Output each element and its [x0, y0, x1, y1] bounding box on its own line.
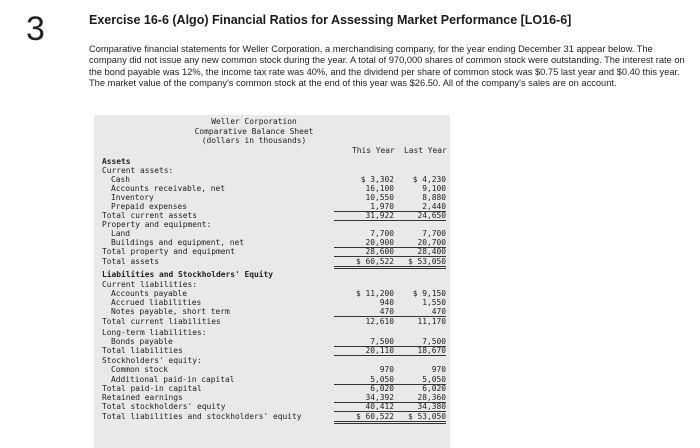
row-label: Total stockholders' equity — [102, 402, 226, 411]
statement-header — [184, 117, 324, 146]
last-year-value: 34,380 — [394, 402, 446, 412]
last-year-value: 28,400 — [394, 247, 446, 257]
company-name: Weller Corporation — [211, 117, 297, 126]
table-row — [94, 247, 450, 256]
table-row — [94, 307, 450, 316]
table-row — [94, 229, 450, 238]
row-label: Current liabilities: — [102, 280, 198, 289]
table-row — [94, 175, 450, 184]
table-row — [94, 289, 450, 298]
this-year-value: 470 — [334, 307, 394, 317]
exercise-title: Exercise 16-6 (Algo) Financial Ratios for Assessing Market Performance [LO16-6] — [89, 13, 572, 27]
table-row — [94, 280, 450, 289]
row-label: Cash — [111, 175, 131, 184]
row-label: Common stock — [111, 365, 169, 374]
table-row — [94, 356, 450, 365]
column-header-this-year: This Year — [352, 146, 395, 155]
last-year-value: 970 — [431, 365, 446, 374]
this-year-value: 6,020 — [370, 384, 394, 393]
last-year-value: 1,550 — [422, 298, 446, 307]
table-row — [94, 384, 450, 393]
statement-units: (dollars in thousands) — [201, 136, 307, 145]
table-row — [94, 184, 450, 193]
this-year-value: $ 60,522 — [334, 257, 394, 269]
table-row — [94, 238, 450, 247]
last-year-value: $ 53,050 — [394, 257, 446, 269]
last-year-value: $ 9,150 — [412, 289, 446, 298]
row-label: Bonds payable — [111, 337, 173, 346]
last-year-value: 5,050 — [394, 375, 446, 385]
row-label: Current assets: — [102, 166, 174, 175]
row-label: Total assets — [102, 257, 160, 266]
last-year-value: 11,170 — [417, 317, 446, 326]
row-label: Prepaid expenses — [111, 202, 188, 211]
table-row — [94, 337, 450, 346]
last-year-value: 18,670 — [394, 346, 446, 356]
row-label: Additional paid-in capital — [111, 375, 235, 384]
this-year-value: 10,550 — [365, 193, 394, 202]
row-label: Liabilities and Stockholders' Equity — [102, 270, 274, 279]
table-row — [94, 211, 450, 220]
this-year-value: 1,970 — [334, 202, 394, 212]
table-row — [94, 317, 450, 326]
balance-sheet-table — [94, 115, 450, 448]
row-label: Notes payable, short term — [111, 307, 230, 316]
row-label: Property and equipment: — [102, 220, 212, 229]
row-label: Buildings and equipment, net — [111, 238, 245, 247]
table-row — [94, 298, 450, 307]
this-year-value: 20,110 — [334, 346, 394, 356]
this-year-value: 7,500 — [334, 337, 394, 347]
row-label: Accounts payable — [111, 289, 188, 298]
this-year-value: $ 11,200 — [355, 289, 394, 298]
problem-description: Comparative financial statements for Weller Corporation, a merchandising company, for the year ending December 31 appear below. The company did not issue any new common stock during the year. A total of 970,000 shares of common stock were outstanding. The interest rate on the bond payable was 12%, the income tax rate was 40%, and the dividend per share of common stock was $0.75 last year and $0.40 this year. The market value of the company's common stock at the end of this year was $26.50. All of the company's sales are on account. — [89, 44, 685, 89]
row-label: Total current assets — [102, 211, 198, 220]
last-year-value: 20,700 — [394, 238, 446, 248]
row-label: Stockholders' equity: — [102, 356, 202, 365]
table-row — [94, 270, 450, 279]
last-year-value: 24,650 — [394, 211, 446, 221]
row-label: Assets — [102, 157, 131, 166]
this-year-value: 20,900 — [334, 238, 394, 248]
row-label: Long-term liabilities: — [102, 328, 207, 337]
table-row — [94, 393, 450, 402]
this-year-value: 40,412 — [334, 402, 394, 412]
question-number: 3 — [26, 10, 45, 48]
row-label: Accounts receivable, net — [111, 184, 226, 193]
last-year-value: 9,100 — [422, 184, 446, 193]
this-year-value: $ 60,522 — [334, 412, 394, 424]
table-row — [94, 257, 450, 266]
last-year-value: 7,500 — [394, 337, 446, 347]
table-row — [94, 375, 450, 384]
this-year-value: 970 — [379, 365, 394, 374]
column-header-last-year: Last Year — [404, 146, 447, 155]
row-label: Total paid-in capital — [102, 384, 202, 393]
last-year-value: 28,360 — [394, 393, 446, 403]
table-row — [94, 365, 450, 374]
row-label: Total liabilities and stockholders' equity — [102, 412, 302, 421]
table-row — [94, 412, 450, 421]
table-row — [94, 202, 450, 211]
this-year-value: 940 — [379, 298, 394, 307]
table-row — [94, 166, 450, 175]
row-label: Inventory — [111, 193, 154, 202]
last-year-value: $ 53,050 — [394, 412, 446, 424]
last-year-value: $ 4,230 — [412, 175, 446, 184]
this-year-value: 34,392 — [334, 393, 394, 403]
this-year-value: 16,100 — [365, 184, 394, 193]
this-year-value: $ 3,302 — [360, 175, 394, 184]
row-label: Total liabilities — [102, 346, 183, 355]
table-row — [94, 157, 450, 166]
row-label: Land — [111, 229, 131, 238]
row-label: Total current liabilities — [102, 317, 221, 326]
table-row — [94, 402, 450, 411]
table-row — [94, 220, 450, 229]
this-year-value: 28,600 — [334, 247, 394, 257]
row-label: Retained earnings — [102, 393, 183, 402]
table-row — [94, 346, 450, 355]
this-year-value: 7,700 — [370, 229, 394, 238]
this-year-value: 31,922 — [334, 211, 394, 221]
last-year-value: 470 — [394, 307, 446, 317]
row-label: Accrued liabilities — [111, 298, 202, 307]
table-row — [94, 193, 450, 202]
statement-name: Comparative Balance Sheet — [194, 126, 314, 136]
last-year-value: 6,020 — [422, 384, 446, 393]
table-row — [94, 328, 450, 337]
last-year-value: 7,700 — [422, 229, 446, 238]
this-year-value: 5,050 — [334, 375, 394, 385]
row-label: Total property and equipment — [102, 247, 236, 256]
this-year-value: 12,610 — [365, 317, 394, 326]
last-year-value: 2,440 — [394, 202, 446, 212]
last-year-value: 8,880 — [422, 193, 446, 202]
